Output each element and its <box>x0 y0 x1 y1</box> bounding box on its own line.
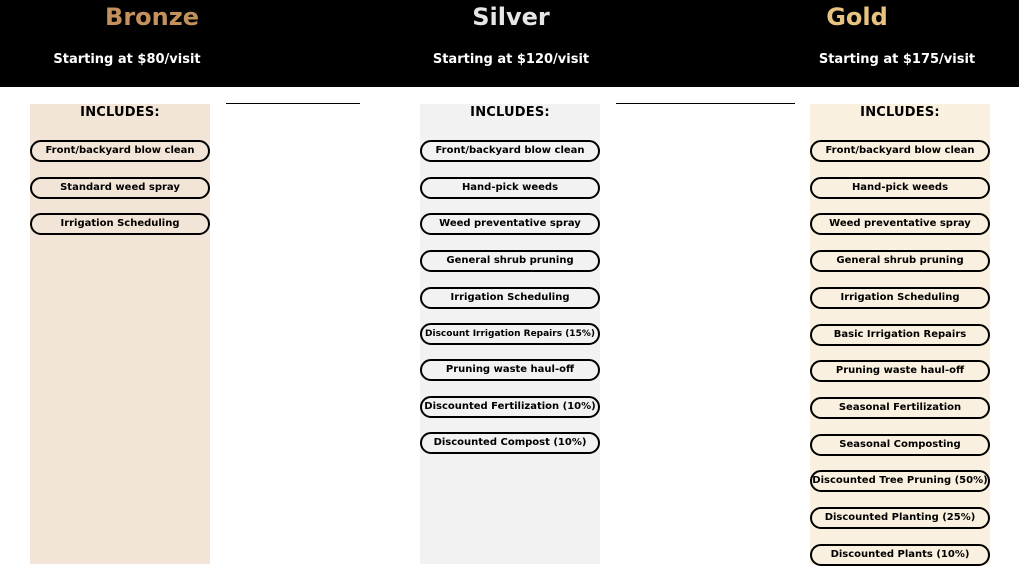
feature-item: Weed preventative spray <box>420 213 600 235</box>
feature-item: Irrigation Scheduling <box>30 213 210 235</box>
feature-item: Discounted Plants (10%) <box>810 544 990 566</box>
silver-price: Starting at $120/visit <box>432 52 590 67</box>
feature-item: General shrub pruning <box>420 250 600 272</box>
bronze-price: Starting at $80/visit <box>53 52 201 67</box>
gold-features-panel <box>810 104 990 564</box>
feature-item: Weed preventative spray <box>810 213 990 235</box>
divider-line <box>616 103 795 104</box>
feature-item: Discount Irrigation Repairs (15%) <box>420 323 600 345</box>
feature-item: Pruning waste haul-off <box>810 360 990 382</box>
feature-item: Hand-pick weeds <box>810 177 990 199</box>
pricing-header-bar <box>0 0 1019 87</box>
feature-item: Hand-pick weeds <box>420 177 600 199</box>
feature-item: Discounted Fertilization (10%) <box>420 396 600 418</box>
feature-item: Irrigation Scheduling <box>420 287 600 309</box>
feature-item: Discounted Compost (10%) <box>420 432 600 454</box>
silver-tier-title: Silver <box>472 3 550 31</box>
gold-tier-title: Gold <box>826 3 888 31</box>
feature-item: Pruning waste haul-off <box>420 359 600 381</box>
silver-features-panel <box>420 104 600 564</box>
feature-item: General shrub pruning <box>810 250 990 272</box>
feature-item: Irrigation Scheduling <box>810 287 990 309</box>
feature-item: Seasonal Composting <box>810 434 990 456</box>
feature-item: Front/backyard blow clean <box>420 140 600 162</box>
feature-item: Front/backyard blow clean <box>810 140 990 162</box>
bronze-tier-title: Bronze <box>105 3 199 31</box>
includes-label: INCLUDES: <box>470 105 550 120</box>
feature-item: Standard weed spray <box>30 177 210 199</box>
feature-item: Front/backyard blow clean <box>30 140 210 162</box>
feature-item: Discounted Planting (25%) <box>810 507 990 529</box>
feature-item: Seasonal Fertilization <box>810 397 990 419</box>
divider-line <box>226 103 360 104</box>
includes-label: INCLUDES: <box>860 105 940 120</box>
feature-item: Basic Irrigation Repairs <box>810 324 990 346</box>
gold-price: Starting at $175/visit <box>818 52 976 67</box>
includes-label: INCLUDES: <box>80 105 160 120</box>
bronze-features-panel <box>30 104 210 564</box>
feature-item: Discounted Tree Pruning (50%) <box>810 470 990 492</box>
